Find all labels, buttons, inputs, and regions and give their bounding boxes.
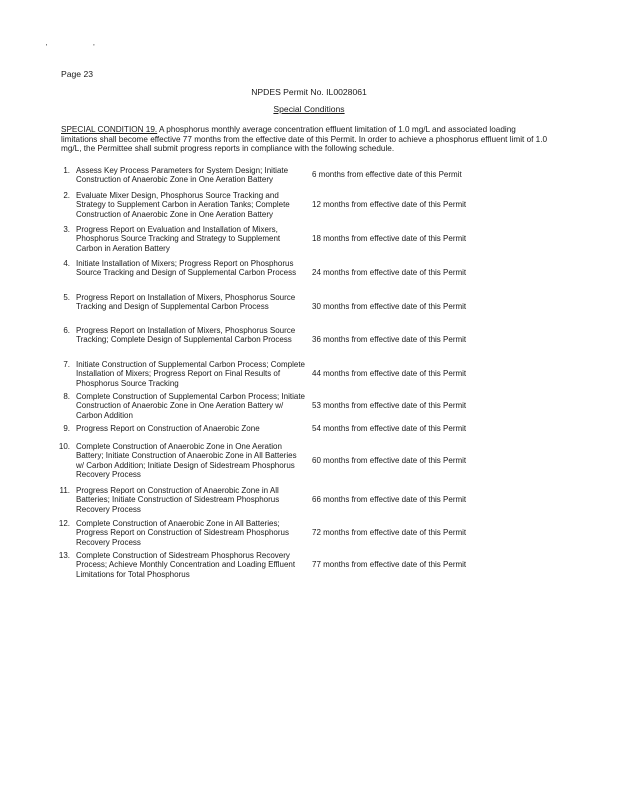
scan-marks: ' ' (46, 44, 117, 51)
item-deadline: 18 months from effective date of this Permit (312, 234, 467, 243)
condition-text: A phosphorus monthly average concentration effluent limitation of 1.0 mg/L and associated loading limitations shall become effective 77 months from the effective date of this Permit. In order to achieve a phosphorus effluent limit of 1.0 mg/L, the Permittee shall submit progress reports in compliance with the following schedule. (61, 125, 548, 154)
item-number: 6. (63, 326, 70, 335)
item-number: 10. (58, 442, 70, 451)
item-number: 7. (63, 360, 70, 369)
item-description: Assess Key Process Parameters for System Design; Initiate Construction of Anaerobic Zone in One Aeration Battery (76, 166, 289, 185)
item-deadline: 60 months from effective date of this Permit (312, 456, 467, 465)
item-deadline: 6 months from effective date of this Permit (312, 170, 462, 179)
item-description: Complete Construction of Supplemental Carbon Process; Initiate Construction of Anaerobic Zone in One Aeration Battery w/ Carbon Addition (76, 392, 306, 420)
item-deadline: 53 months from effective date of this Permit (312, 401, 467, 410)
item-description: Complete Construction of Anaerobic Zone in All Batteries; Progress Report on Construction of Sidestream Phosphorus Recovery Process (76, 519, 289, 547)
item-deadline: 44 months from effective date of this Permit (312, 369, 467, 378)
item-number: 2. (63, 191, 70, 200)
item-description: Complete Construction of Anaerobic Zone in One Aeration Battery; Initiate Construction of Anaerobic Zone in All Batteries w/ Carbon Addition; Initiate Design of Sidestream Phosphorus Recovery Process (76, 442, 297, 480)
item-deadline: 36 months from effective date of this Permit (312, 335, 467, 344)
special-condition-paragraph (61, 125, 551, 154)
item-deadline: 77 months from effective date of this Permit (312, 560, 467, 569)
item-number: 11. (59, 486, 70, 495)
permit-number: NPDES Permit No. IL0028061 (251, 87, 367, 97)
item-number: 5. (63, 293, 70, 302)
page-number: Page 23 (61, 69, 94, 79)
item-description: Initiate Construction of Supplemental Carbon Process; Complete Installation of Mixers; Progress Report on Final Results of Phosphorus Source Tracking (76, 360, 306, 388)
item-deadline: 12 months from effective date of this Permit (312, 200, 467, 209)
item-deadline: 72 months from effective date of this Permit (312, 528, 467, 537)
item-description: Progress Report on Construction of Anaerobic Zone in All Batteries; Initiate Construction of Sidestream Phosphorus Recovery Process (76, 486, 280, 514)
item-number: 4. (63, 259, 70, 268)
item-description: Progress Report on Installation of Mixers, Phosphorus Source Tracking; Complete Design of Supplemental Carbon Process (76, 326, 296, 345)
item-number: 13. (58, 551, 70, 560)
item-deadline: 54 months from effective date of this Permit (312, 424, 467, 433)
item-description: Complete Construction of Sidestream Phosphorus Recovery Process; Achieve Monthly Concentration and Loading Effluent Limitations for Total Phosphorus (76, 551, 296, 579)
item-deadline: 66 months from effective date of this Permit (312, 495, 467, 504)
section-title: Special Conditions (273, 104, 345, 114)
item-description: Initiate Installation of Mixers; Progress Report on Phosphorus Source Tracking and Design of Supplemental Carbon Process (76, 259, 297, 278)
item-description: Progress Report on Evaluation and Installation of Mixers, Phosphorus Source Tracking and Strategy to Supplement Carbon in Aeration Battery (76, 225, 281, 253)
item-description: Progress Report on Construction of Anaerobic Zone (76, 424, 260, 433)
item-number: 3. (63, 225, 70, 234)
item-number: 12. (58, 519, 70, 528)
item-description: Evaluate Mixer Design, Phosphorus Source Tracking and Strategy to Supplement Carbon in Aeration Tanks; Complete Construction of Anaerobic Zone in One Aeration Battery (76, 191, 290, 219)
item-number: 1. (63, 166, 70, 175)
item-number: 8. (63, 392, 70, 401)
item-deadline: 30 months from effective date of this Permit (312, 302, 467, 311)
item-deadline: 24 months from effective date of this Permit (312, 268, 467, 277)
item-description: Progress Report on Installation of Mixers, Phosphorus Source Tracking and Design of Supplemental Carbon Process (76, 293, 296, 312)
condition-label: SPECIAL CONDITION 19. (61, 125, 158, 134)
item-number: 9. (63, 424, 70, 433)
